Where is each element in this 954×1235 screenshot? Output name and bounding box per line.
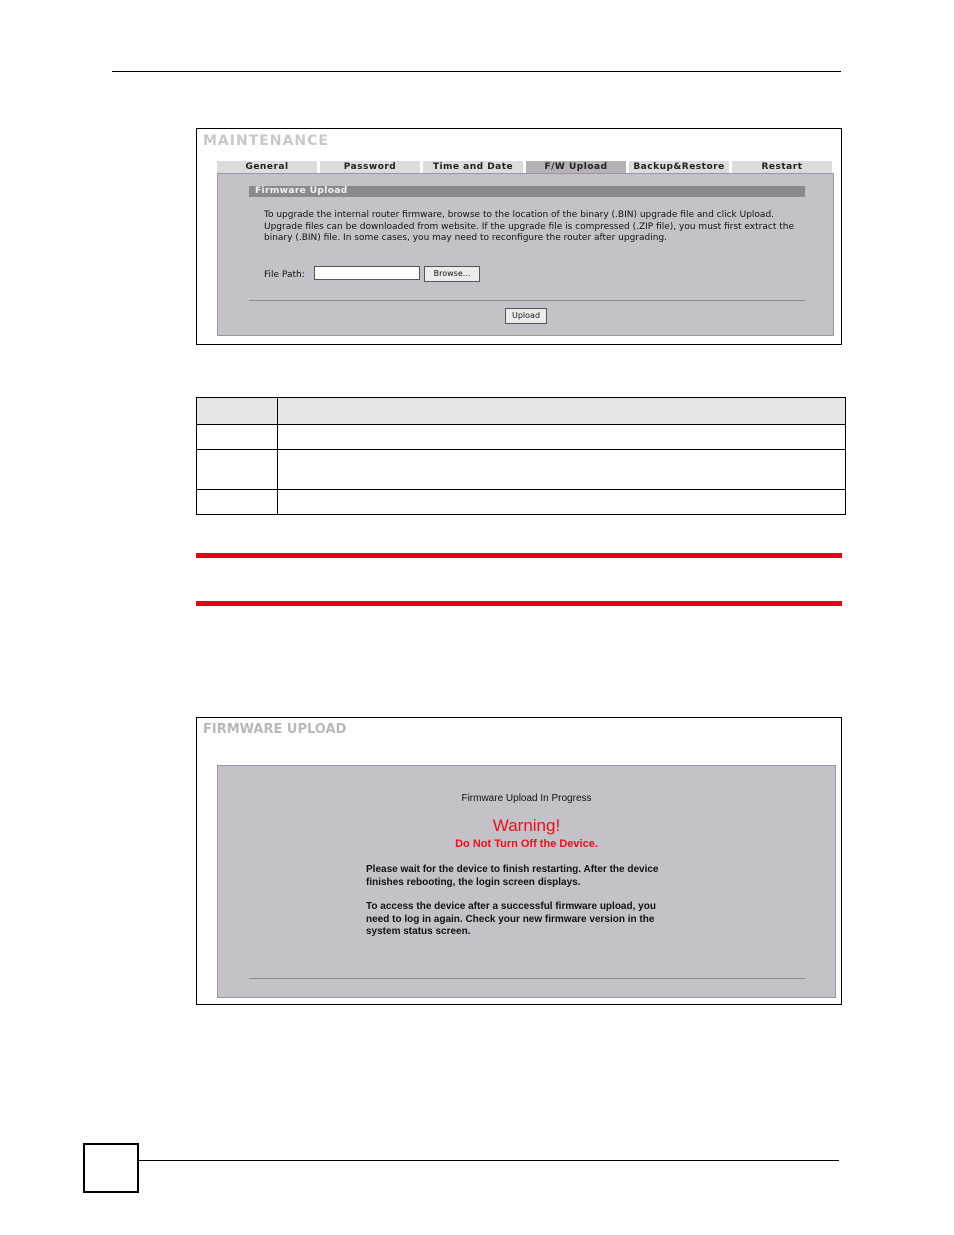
maintenance-screenshot: [196, 128, 842, 345]
label-description-table: [196, 397, 846, 515]
table-cell: [278, 425, 846, 450]
caution-top-rule: [196, 553, 842, 558]
page-number-box: [83, 1143, 139, 1193]
maintenance-title: MAINTENANCE: [203, 133, 329, 149]
firmware-upload-screenshot: [196, 717, 842, 1005]
table-cell: [278, 490, 846, 515]
warning-title: Warning!: [492, 816, 561, 835]
file-path-input[interactable]: [314, 266, 420, 280]
restart-info: Please wait for the device to finish restarting. After the device finishes rebooting, the login screen displays.: [366, 864, 659, 888]
upload-instructions: To upgrade the internal router firmware, browse to the location of the binary (.BIN) upgrade file and click Upload. Upgrade files can be downloaded from website. If the upgrade file is compressed (.ZIP file), you must first extract the binary (.BIN) file. In some cases, you may need to reconfigure the router after upgrading.: [264, 210, 794, 243]
tab-backup-restore[interactable]: Backup&Restore: [629, 161, 729, 174]
maintenance-tabs: [217, 161, 832, 173]
section-title: Firmware Upload: [249, 186, 805, 197]
tab-fw-upload[interactable]: F/W Upload: [526, 161, 626, 174]
table-cell: [278, 450, 846, 490]
caution-bottom-rule: [196, 601, 842, 606]
table-row: [197, 425, 846, 450]
table-header-cell: [197, 398, 278, 425]
table-cell: [197, 425, 278, 450]
tab-password[interactable]: Password: [320, 161, 420, 174]
browse-button[interactable]: Browse...: [424, 266, 480, 282]
panel-divider: [249, 978, 805, 979]
progress-message: Firmware Upload In Progress: [461, 793, 592, 804]
tab-restart[interactable]: Restart: [732, 161, 832, 174]
warning-subtitle: Do Not Turn Off the Device.: [455, 838, 598, 850]
table-cell: [197, 450, 278, 490]
table-cell: [197, 490, 278, 515]
tab-general[interactable]: General: [217, 161, 317, 174]
upload-button[interactable]: Upload: [505, 308, 547, 324]
firmware-upload-title: FIRMWARE UPLOAD: [203, 722, 347, 737]
table-header-row: [197, 398, 846, 425]
progress-panel: [217, 765, 836, 998]
file-path-label: File Path:: [264, 270, 305, 280]
table-row: [197, 490, 846, 515]
tab-time-and-date[interactable]: Time and Date: [423, 161, 523, 174]
firmware-upload-panel: [217, 173, 834, 336]
header-rule: [112, 71, 841, 72]
table-row: [197, 450, 846, 490]
panel-divider: [249, 300, 805, 301]
table-header-cell: [278, 398, 846, 425]
footer-rule: [139, 1160, 839, 1161]
login-info: To access the device after a successful firmware upload, you need to log in again. Check your new firmware version in the system status screen.: [366, 901, 656, 937]
